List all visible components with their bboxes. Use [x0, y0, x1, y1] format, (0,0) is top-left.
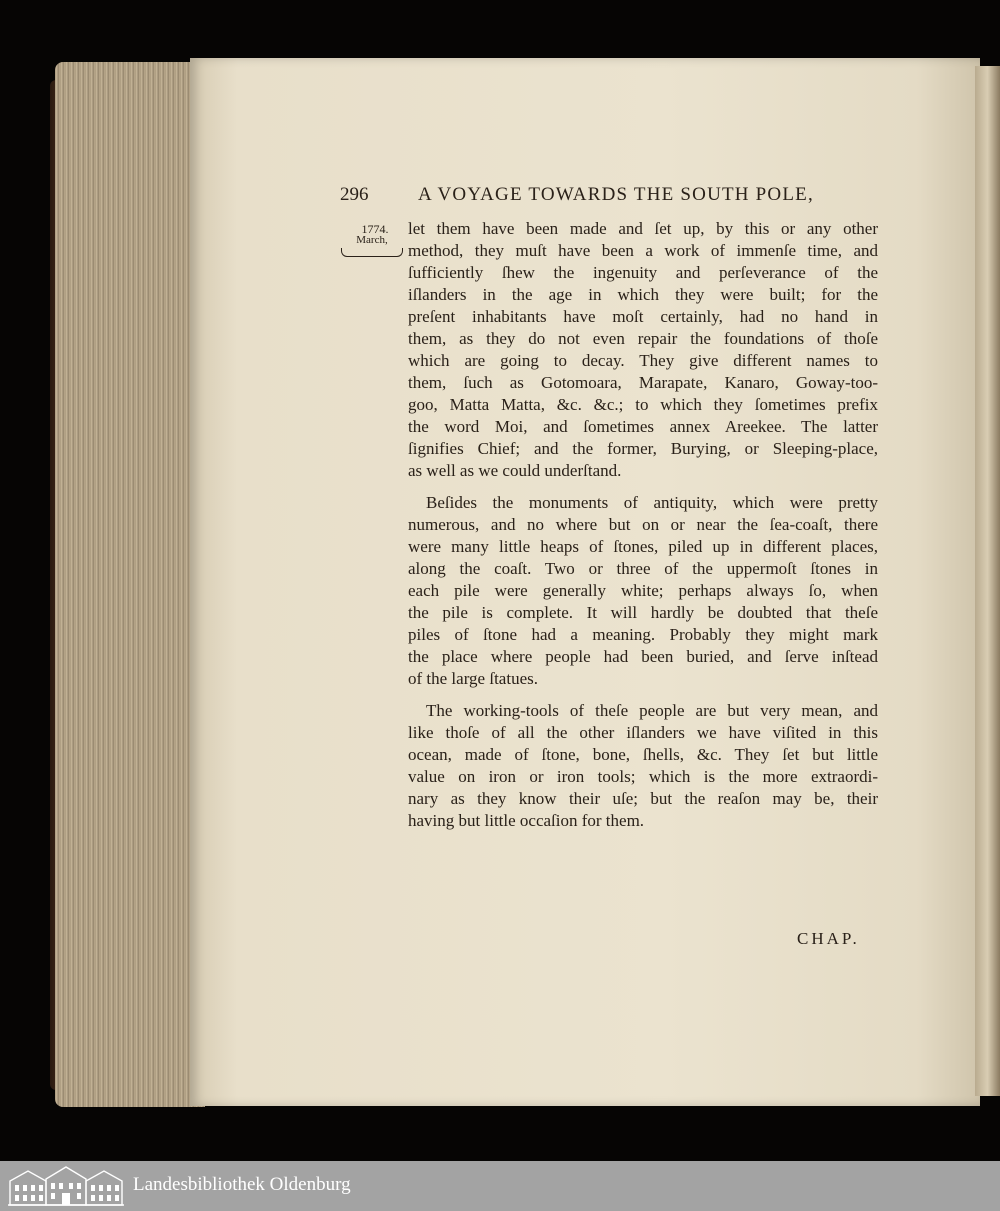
- text-line: Beſides the monuments of antiquity, which were pretty: [426, 493, 878, 512]
- text-line: the word Moi, and ſometimes annex Areekee. The latter: [408, 417, 878, 436]
- margin-brace: [341, 248, 403, 257]
- text-line: goo, Matta Matta, &c. &c.; to which they ſometimes prefix: [408, 395, 878, 414]
- text-line: numerous, and no where but on or near the ſea-coaſt, there: [408, 515, 878, 534]
- text-line: the pile is complete. It will hardly be doubted that theſe: [408, 603, 878, 622]
- text-line: ocean, made of ſtone, bone, ſhells, &c. They ſet but little: [408, 745, 878, 764]
- margin-note-year: 1774.: [361, 222, 389, 236]
- text-line: preſent inhabitants have moſt certainly, had no hand in: [408, 307, 878, 326]
- paragraph: [408, 700, 878, 832]
- text-line: ſufficiently ſhew the ingenuity and perſeverance of the: [408, 263, 878, 282]
- text-line: The working-tools of theſe people are but very mean, and: [426, 701, 878, 720]
- text-line: value on iron or iron tools; which is the more extraordi-: [408, 767, 878, 786]
- running-head: A VOYAGE TOWARDS THE SOUTH POLE,: [418, 184, 814, 205]
- book-fore-edge: [55, 62, 205, 1107]
- footer-label: Landesbibliothek Oldenburg: [133, 1174, 351, 1195]
- text-line: of the large ſtatues.: [408, 669, 538, 688]
- text-line: them, as they do not even repair the foundations of thoſe: [408, 329, 878, 348]
- text-line: which are going to decay. They give different names to: [408, 351, 878, 370]
- text-line: having but little occaſion for them.: [408, 811, 645, 830]
- text-line: as well as we could underſtand.: [408, 461, 622, 480]
- text-line: were many little heaps of ſtones, piled up in different places,: [408, 537, 878, 556]
- text-line: them, ſuch as Gotomoara, Marapate, Kanaro, Goway-too-: [408, 373, 878, 392]
- text-line: ſignifies Chief; and the former, Burying, or Sleeping-place,: [408, 439, 878, 458]
- text-line: iſlanders in the age in which they were built; for the: [408, 285, 878, 304]
- facing-page-edge: [975, 66, 1000, 1096]
- text-line: the place where people had been buried, and ſerve inſtead: [408, 647, 878, 666]
- text-line: nary as they know their uſe; but the reaſon may be, their: [408, 789, 878, 808]
- page-number: 296: [340, 184, 369, 205]
- text-line: method, they muſt have been a work of immenſe time, and: [408, 241, 878, 260]
- text-line: like thoſe of all the other iſlanders we have viſited in this: [408, 723, 878, 742]
- footer-bar: [0, 1161, 1000, 1211]
- text-line: along the coaſt. Two or three of the uppermoſt ſtones in: [408, 559, 878, 578]
- paragraph: [408, 492, 878, 690]
- text-line: piles of ſtone had a meaning. Probably they might mark: [408, 625, 878, 644]
- library-building-icon: [8, 1165, 124, 1207]
- margin-note-month: March,: [356, 234, 388, 246]
- body-text: [408, 218, 878, 842]
- catchword: CHAP.: [797, 929, 860, 948]
- text-line: let them have been made and ſet up, by this or any other: [408, 219, 878, 238]
- paragraph: [408, 218, 878, 482]
- text-line: each pile were generally white; perhaps always ſo, when: [408, 581, 878, 600]
